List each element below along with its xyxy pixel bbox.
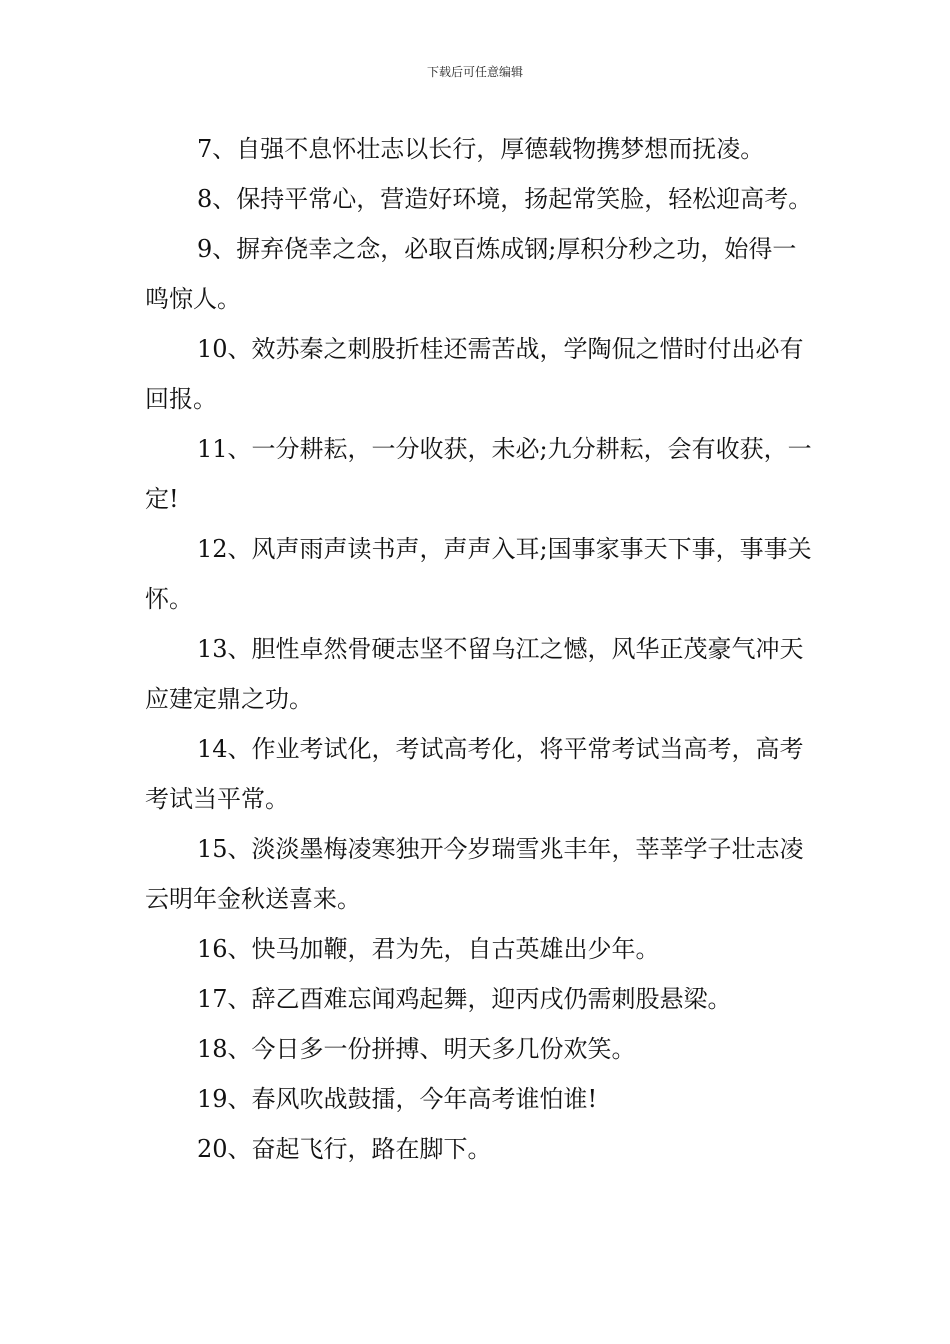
paragraph-18: 18、今日多一份拼搏、明天多几份欢笑。: [197, 1035, 636, 1063]
document-body: [145, 124, 815, 1174]
paragraph-12: 12、风声雨声读书声，声声入耳;国事家事天下事，事事关怀。: [145, 535, 812, 613]
paragraph-11: 11、一分耕耘，一分收获，未必;九分耕耘，会有收获，一定!: [145, 435, 812, 513]
paragraph-20: 20、奋起飞行，路在脚下。: [197, 1135, 492, 1163]
paragraph-19: 19、春风吹战鼓擂，今年高考谁怕谁!: [197, 1085, 598, 1113]
paragraph-16: 16、快马加鞭，君为先，自古英雄出少年。: [197, 935, 660, 963]
paragraph-10: 10、效苏秦之刺股折桂还需苦战，学陶侃之惜时付出必有回报。: [145, 335, 804, 413]
paragraph-13: 13、胆性卓然骨硬志坚不留乌江之憾，风华正茂豪气冲天应建定鼎之功。: [145, 635, 804, 713]
paragraph-9: 9、摒弃侥幸之念，必取百炼成钢;厚积分秒之功，始得一鸣惊人。: [145, 235, 797, 313]
page-header: 下载后可任意编辑: [426, 65, 523, 79]
paragraph-17: 17、辞乙酉难忘闻鸡起舞，迎丙戌仍需刺股悬梁。: [197, 985, 732, 1013]
paragraph-15: 15、淡淡墨梅凌寒独开今岁瑞雪兆丰年，莘莘学子壮志凌云明年金秋送喜来。: [145, 835, 804, 913]
paragraph-8: 8、保持平常心，营造好环境，扬起常笑脸，轻松迎高考。: [197, 185, 813, 213]
paragraph-14: 14、作业考试化，考试高考化，将平常考试当高考，高考考试当平常。: [145, 735, 804, 813]
paragraph-7: 7、自强不息怀壮志以长行，厚德载物携梦想而抚凌。: [197, 135, 765, 163]
